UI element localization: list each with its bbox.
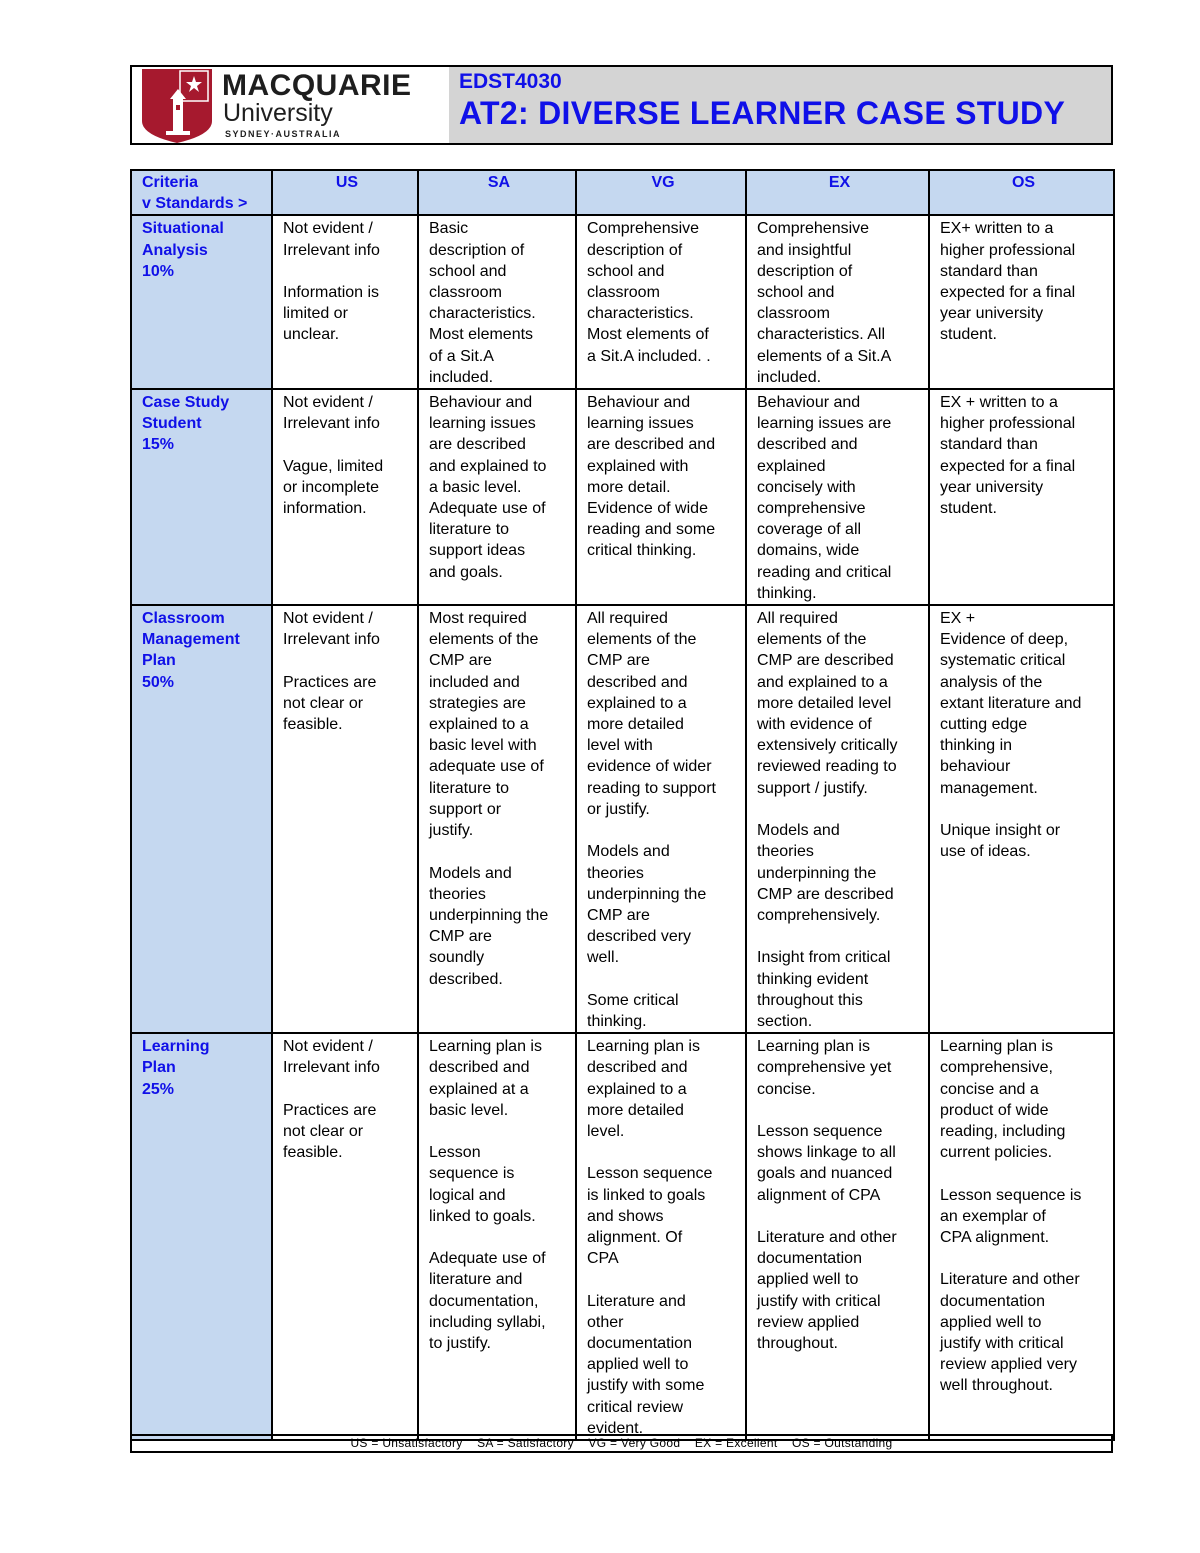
table-cell: Learning plan is comprehensive, concise and a product of wide reading, including current policies. Lesson sequence is an exemplar of CPA alignment. Literature and other documentation applied well to justify with critical review applied very well throughout.: [929, 1033, 1114, 1440]
table-cell: Basic description of school and classroom characteristics. Most elements of a Sit.A included.: [418, 215, 576, 389]
criteria-cell: Learning Plan 25%: [131, 1033, 272, 1440]
column-header-vg: VG: [576, 170, 746, 215]
criteria-cell: Situational Analysis 10%: [131, 215, 272, 389]
table-cell: Behaviour and learning issues are described and explained with more detail. Evidence of wide reading and some critical thinking.: [576, 389, 746, 605]
table-cell: Comprehensive description of school and classroom characteristics. Most elements of a Sit.A included. .: [576, 215, 746, 389]
table-cell: EX + Evidence of deep, systematic critical analysis of the extant literature and cutting edge thinking in behaviour management. Unique insight or use of ideas.: [929, 605, 1114, 1033]
table-cell: Not evident / Irrelevant info Practices are not clear or feasible.: [272, 1033, 418, 1440]
table-row: [131, 215, 1114, 389]
course-code: EDST4030: [459, 70, 562, 93]
table-cell: Learning plan is described and explained at a basic level. Lesson sequence is logical and linked to goals. Adequate use of literature and documentation, including syllabi, to justify.: [418, 1033, 576, 1440]
table-cell: Most required elements of the CMP are included and strategies are explained to a basic level with adequate use of literature to support or justify. Models and theories underpinning the CMP are soundly described.: [418, 605, 576, 1033]
logo-subtitle: University: [223, 99, 333, 127]
criteria-cell: Case Study Student 15%: [131, 389, 272, 605]
logo-name: MACQUARIE: [222, 69, 412, 102]
page-title: AT2: DIVERSE LEARNER CASE STUDY: [459, 95, 1066, 131]
table-cell: Not evident / Irrelevant info Information is limited or unclear.: [272, 215, 418, 389]
rubric-table: [130, 169, 1115, 1441]
column-header-ex: EX: [746, 170, 929, 215]
table-cell: EX+ written to a higher professional standard than expected for a final year university student.: [929, 215, 1114, 389]
title-area: [449, 67, 1111, 143]
grade-legend: US = Unsatisfactory SA = Satisfactory VG = Very Good EX = Excellent OS = Outstanding: [130, 1434, 1113, 1453]
table-row: [131, 605, 1114, 1033]
table-cell: Learning plan is comprehensive yet concise. Lesson sequence shows linkage to all goals and nuanced alignment of CPA Literature and other documentation applied well to justify with critical review applied throughout.: [746, 1033, 929, 1440]
column-header-sa: SA: [418, 170, 576, 215]
table-cell: Comprehensive and insightful description of school and classroom characteristics. All elements of a Sit.A included.: [746, 215, 929, 389]
criteria-header: Criteria v Standards >: [131, 170, 272, 215]
table-row: [131, 389, 1114, 605]
table-cell: Behaviour and learning issues are described and explained concisely with comprehensive coverage of all domains, wide reading and critical thinking.: [746, 389, 929, 605]
table-cell: Not evident / Irrelevant info Vague, limited or incomplete information.: [272, 389, 418, 605]
column-header-os: OS: [929, 170, 1114, 215]
table-cell: Behaviour and learning issues are described and explained to a basic level. Adequate use of literature to support ideas and goals.: [418, 389, 576, 605]
column-header-us: US: [272, 170, 418, 215]
university-crest-icon: [142, 69, 212, 143]
table-header-row: [131, 170, 1114, 215]
table-cell: Not evident / Irrelevant info Practices are not clear or feasible.: [272, 605, 418, 1033]
criteria-cell: Classroom Management Plan 50%: [131, 605, 272, 1033]
table-cell: All required elements of the CMP are described and explained to a more detailed level with evidence of extensively critically reviewed reading to support / justify. Models and theories underpinning the CMP are described comprehensively. Insight from critical thinking evident throughout this section.: [746, 605, 929, 1033]
university-logo: [132, 67, 449, 143]
table-cell: All required elements of the CMP are described and explained to a more detailed level with evidence of wider reading to support or justify. Models and theories underpinning the CMP are described very well. Some critical thinking.: [576, 605, 746, 1033]
table-cell: Learning plan is described and explained to a more detailed level. Lesson sequence is linked to goals and shows alignment. Of CPA Literature and other documentation applied well to justify with some critical review evident.: [576, 1033, 746, 1440]
document-header: [130, 65, 1113, 145]
logo-location: SYDNEY·AUSTRALIA: [225, 129, 342, 139]
table-row: [131, 1033, 1114, 1440]
table-cell: EX + written to a higher professional standard than expected for a final year university student.: [929, 389, 1114, 605]
